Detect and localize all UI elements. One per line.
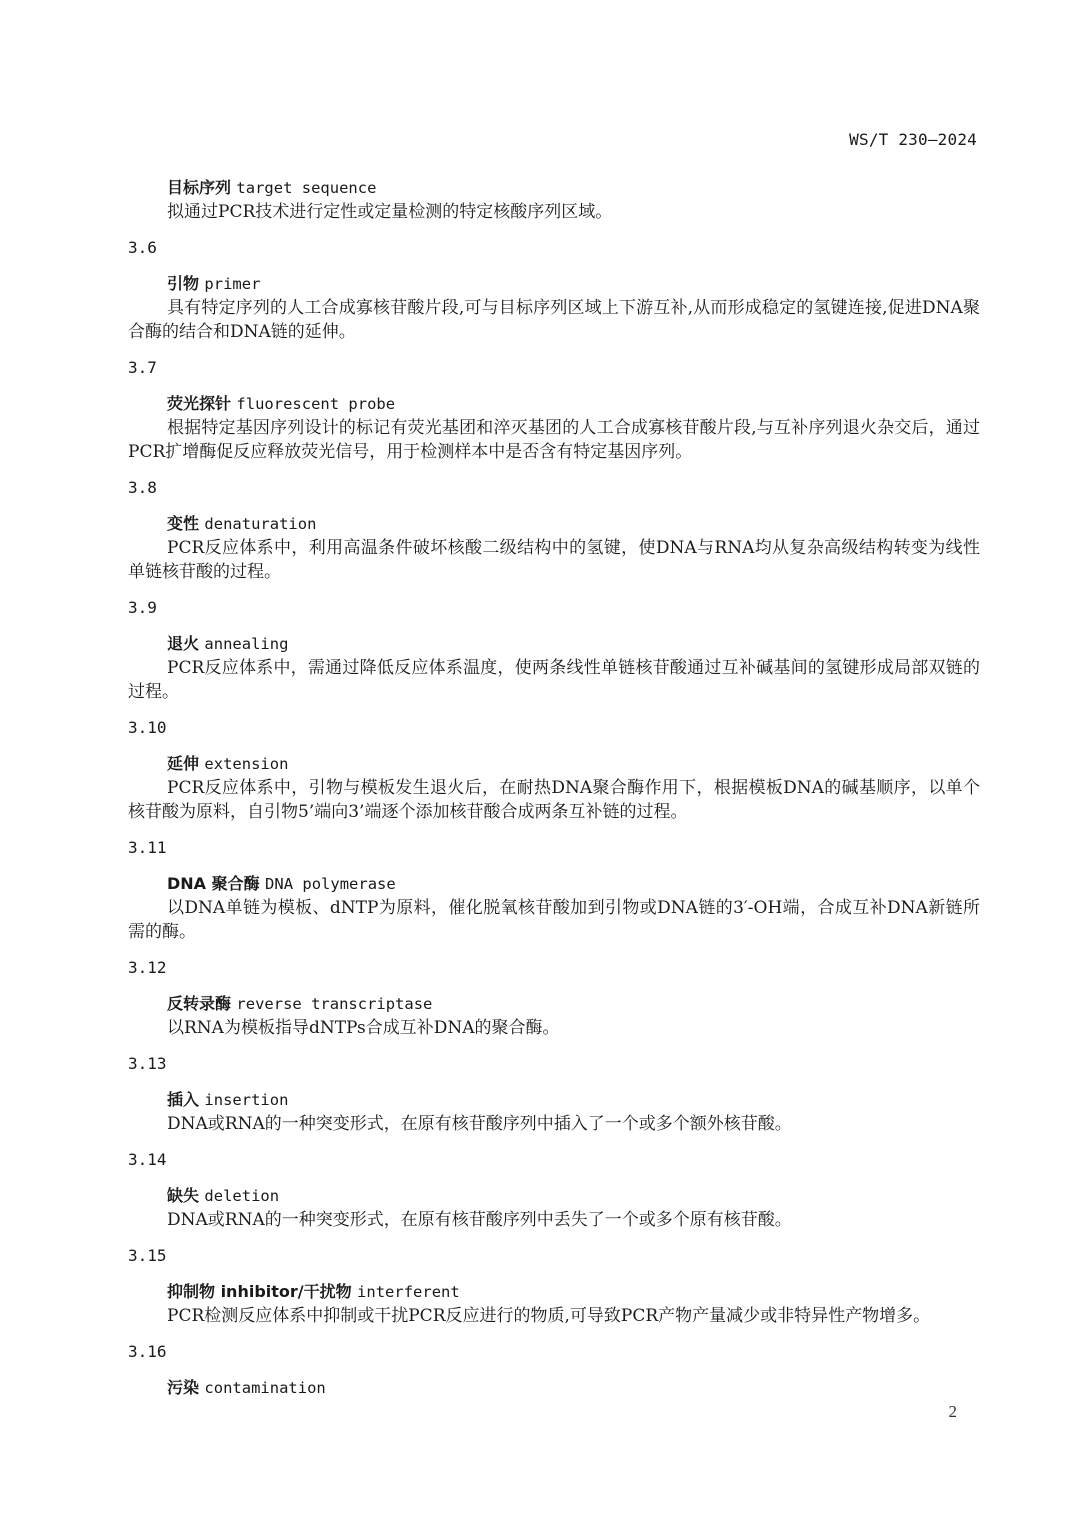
clause-3-6	[128, 236, 980, 344]
document-body	[128, 176, 980, 1400]
clause-3-10	[128, 716, 980, 824]
term-definition: 以DNA单链为模板、dNTP为原料，催化脱氧核苷酸加到引物或DNA链的3′-OH端，合成互补DNA新链所需的酶。	[128, 898, 980, 942]
clause-number: 3.14	[128, 1150, 167, 1169]
term-zh: DNA 聚合酶	[167, 874, 260, 893]
term-definition: 具有特定序列的人工合成寡核苷酸片段,可与目标序列区域上下游互补,从而形成稳定的氢键连接,促进DNA聚合酶的结合和DNA链的延伸。	[128, 298, 980, 342]
term-zh: 反转录酶	[167, 994, 232, 1013]
term-en: denaturation	[204, 515, 317, 533]
lead-term-heading	[167, 176, 980, 200]
term-heading	[167, 392, 980, 416]
term-heading	[167, 752, 980, 776]
term-zh: 延伸	[167, 754, 200, 773]
term-heading	[167, 512, 980, 536]
term-definition: DNA或RNA的一种突变形式，在原有核苷酸序列中插入了一个或多个额外核苷酸。	[167, 1114, 792, 1134]
term-zh: 抑制物 inhibitor/干扰物	[167, 1282, 352, 1301]
clause-3-7	[128, 356, 980, 464]
clause-number: 3.13	[128, 1054, 167, 1073]
clause-number: 3.12	[128, 958, 167, 977]
term-zh: 插入	[167, 1090, 200, 1109]
clause-number: 3.7	[128, 358, 157, 377]
term-definition: PCR反应体系中，需通过降低反应体系温度，使两条线性单链核苷酸通过互补碱基间的氢键形成局部双链的过程。	[128, 658, 980, 702]
term-en: annealing	[204, 635, 289, 653]
term-zh: 引物	[167, 274, 200, 293]
clause-number: 3.10	[128, 718, 167, 737]
term-zh: 缺失	[167, 1186, 200, 1205]
term-zh: 污染	[167, 1378, 200, 1397]
term-heading	[167, 1088, 980, 1112]
term-en: DNA polymerase	[265, 875, 396, 893]
clause-number: 3.8	[128, 478, 157, 497]
clause-number: 3.16	[128, 1342, 167, 1361]
term-zh: 变性	[167, 514, 200, 533]
clause-3-13	[128, 1052, 980, 1136]
term-definition: PCR检测反应体系中抑制或干扰PCR反应进行的物质,可导致PCR产物产量减少或非特异性产物增多。	[167, 1306, 931, 1326]
term-heading	[167, 1376, 980, 1400]
term-definition: PCR反应体系中，利用高温条件破坏核酸二级结构中的氢键，使DNA与RNA均从复杂高级结构转变为线性单链核苷酸的过程。	[128, 538, 980, 582]
clause-3-8	[128, 476, 980, 584]
term-en: contamination	[204, 1379, 326, 1397]
term-en: extension	[204, 755, 289, 773]
clause-number: 3.9	[128, 598, 157, 617]
term-heading	[167, 992, 980, 1016]
term-en: reverse transcriptase	[236, 995, 433, 1013]
term-en: interferent	[357, 1283, 460, 1301]
term-definition: PCR反应体系中，引物与模板发生退火后，在耐热DNA聚合酶作用下，根据模板DNA的碱基顺序，以单个核苷酸为原料，自引物5’端向3’端逐个添加核苷酸合成两条互补链的过程。	[128, 778, 980, 822]
term-en: deletion	[204, 1187, 280, 1205]
standard-number: WS/T 230—2024	[849, 130, 977, 149]
clause-number: 3.15	[128, 1246, 167, 1265]
term-definition: 根据特定基因序列设计的标记有荧光基团和淬灭基团的人工合成寡核苷酸片段,与互补序列退火杂交后，通过PCR扩增酶促反应释放荧光信号，用于检测样本中是否含有特定基因序列。	[128, 418, 980, 462]
term-definition: 拟通过PCR技术进行定性或定量检测的特定核酸序列区域。	[167, 202, 613, 222]
term-zh: 目标序列	[167, 178, 232, 197]
term-en: insertion	[204, 1091, 289, 1109]
clause-number: 3.11	[128, 838, 167, 857]
term-en: primer	[204, 275, 261, 293]
clause-3-16	[128, 1340, 980, 1400]
clause-3-11	[128, 836, 980, 944]
term-en: target sequence	[236, 179, 377, 197]
term-zh: 退火	[167, 634, 200, 653]
term-heading	[167, 1184, 980, 1208]
clause-3-9	[128, 596, 980, 704]
page-number: 2	[948, 1402, 957, 1421]
term-definition: 以RNA为模板指导dNTPs合成互补DNA的聚合酶。	[167, 1018, 560, 1038]
clause-3-14	[128, 1148, 980, 1232]
term-heading	[167, 632, 980, 656]
term-heading	[167, 1280, 980, 1304]
term-heading	[167, 272, 980, 296]
clause-3-15	[128, 1244, 980, 1328]
term-heading	[167, 872, 980, 896]
clause-number: 3.6	[128, 238, 157, 257]
term-zh: 荧光探针	[167, 394, 232, 413]
clause-3-12	[128, 956, 980, 1040]
term-definition: DNA或RNA的一种突变形式，在原有核苷酸序列中丢失了一个或多个原有核苷酸。	[167, 1210, 792, 1230]
term-en: fluorescent probe	[236, 395, 396, 413]
